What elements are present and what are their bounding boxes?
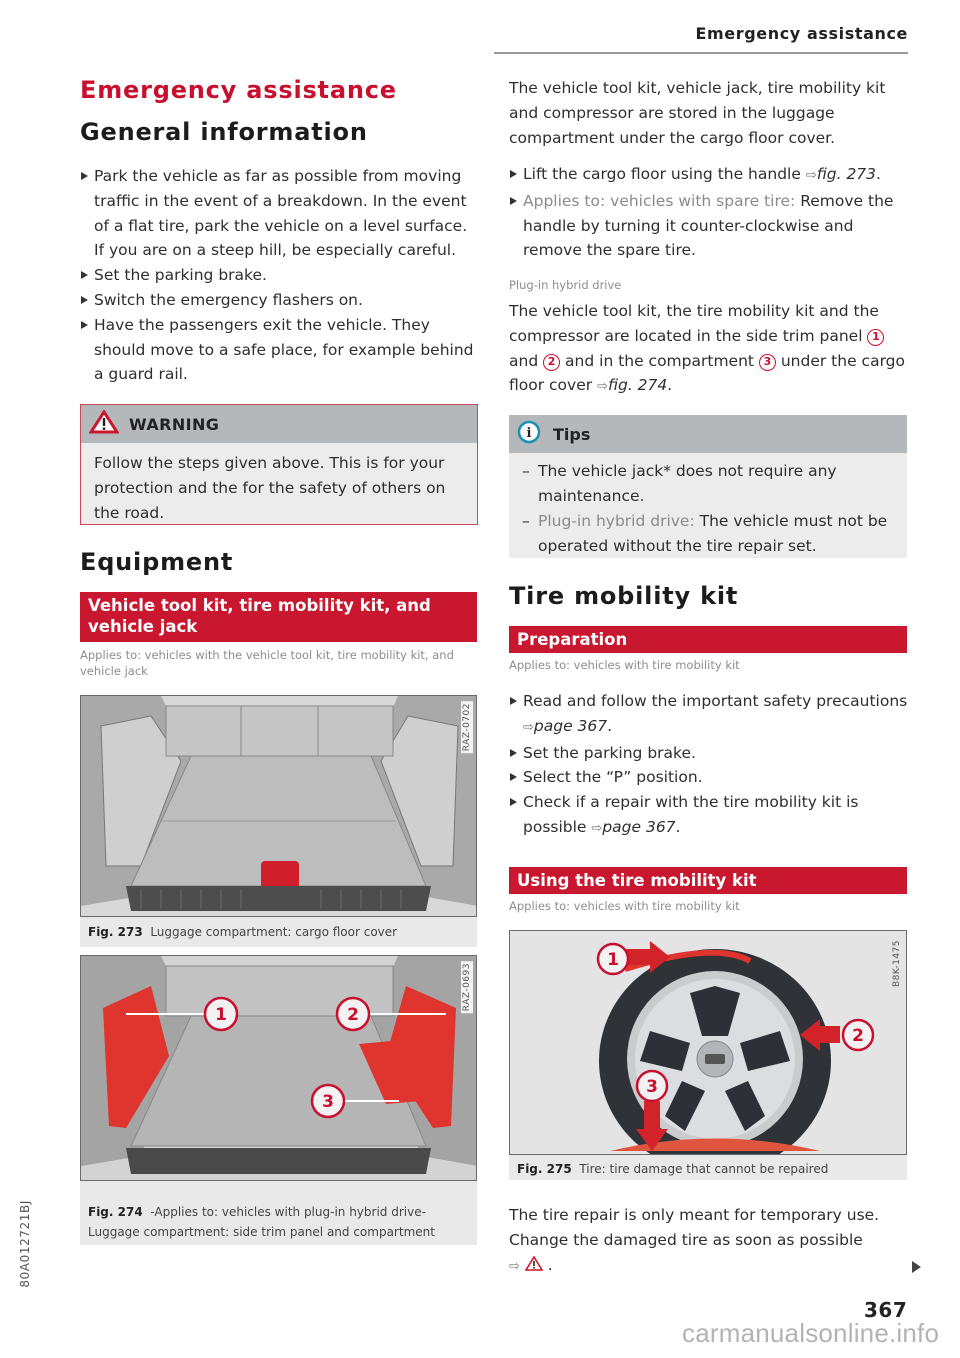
reference-arrow-icon: ⇨ <box>591 820 603 836</box>
warning-text: Follow the steps given above. This is for your protection and the for the safety of others on the road. <box>94 454 446 522</box>
figure-caption-line2: Luggage compartment: side trim panel and compartment <box>88 1225 435 1239</box>
list-item: Switch the emergency flashers on. <box>80 288 480 313</box>
tips-label: Tips <box>553 424 591 444</box>
figure-number: Fig. 274 <box>88 1205 143 1219</box>
general-info-list <box>80 164 480 387</box>
figure-caption-line1: -Applies to: vehicles with plug-in hybrid drive- <box>150 1205 426 1219</box>
list-item: Park the vehicle as far as possible from moving traffic in the event of a breakdown. In the event of a flat tire, park the vehicle on a level surface. If you are on a steep hill, be especially careful. <box>80 164 480 263</box>
figure-caption-text: Luggage compartment: cargo floor cover <box>150 925 398 939</box>
svg-text:2: 2 <box>347 1005 359 1025</box>
preparation-steps <box>509 689 909 842</box>
list-item: Set the parking brake. <box>80 263 480 288</box>
list-item: Set the parking brake. <box>509 741 909 766</box>
running-head: Emergency assistance <box>494 24 908 54</box>
svg-text:3: 3 <box>322 1092 334 1112</box>
tips-list <box>509 453 907 565</box>
figure-caption <box>517 1159 828 1179</box>
reference-arrow-icon: ⇨ <box>523 719 534 735</box>
tire-damage-image <box>509 930 907 1155</box>
warning-link-icon[interactable] <box>525 1256 548 1274</box>
reference-arrow-icon: ⇨ <box>509 1258 520 1274</box>
list-item: – The vehicle jack* does not require any maintenance. <box>522 459 897 509</box>
figure-274 <box>80 955 477 1245</box>
figure-code: B8K-1475 <box>892 940 902 988</box>
svg-text:1: 1 <box>607 950 619 970</box>
warning-triangle-icon <box>89 410 119 438</box>
list-item: Have the passengers exit the vehicle. They should move to a safe place, for example behind a guard rail. <box>80 313 480 387</box>
side-trim-panel-image <box>80 955 477 1181</box>
figure-link-273[interactable]: fig. 273 <box>816 165 877 183</box>
subsection-header-tool-kit: Vehicle tool kit, tire mobility kit, and vehicle jack <box>80 592 477 642</box>
section-title-tire-mobility-kit: Tire mobility kit <box>509 582 739 610</box>
callout-1-icon: 1 <box>867 329 884 346</box>
page-link-367[interactable]: page 367 <box>533 716 608 735</box>
figure-caption <box>88 1202 435 1242</box>
page-number: 367 <box>864 1298 908 1322</box>
warning-label: WARNING <box>129 414 220 434</box>
info-icon <box>517 420 541 448</box>
list-item: Applies to: vehicles with spare tire: Remove the handle by turning it counter-clockwise and remove the spare tire. <box>509 189 909 263</box>
callout-2-icon: 2 <box>543 354 560 371</box>
figure-code: RAZ-0693 <box>462 963 472 1012</box>
chapter-title: Emergency assistance <box>80 76 397 104</box>
cargo-floor-steps <box>509 162 909 263</box>
figure-caption-text: Tire: tire damage that cannot be repaired <box>579 1162 829 1176</box>
callout-3-icon: 3 <box>759 354 776 371</box>
list-item: Lift the cargo floor using the handle ⇨fig. 273. <box>509 162 909 189</box>
warning-box <box>80 404 478 525</box>
figure-caption <box>88 922 397 942</box>
section-title-general-information: General information <box>80 118 368 146</box>
list-item: Check if a repair with the tire mobility kit is possible ⇨page 367. <box>509 790 909 842</box>
svg-text:2: 2 <box>852 1026 864 1046</box>
figure-link-274[interactable]: fig. 274 <box>607 376 668 395</box>
figure-number: Fig. 273 <box>88 925 143 939</box>
figure-273 <box>80 695 477 947</box>
warning-header <box>81 405 477 443</box>
page-link-367[interactable]: page 367 <box>602 817 676 836</box>
luggage-compartment-image <box>80 695 477 917</box>
reference-arrow-icon: ⇨ <box>597 379 608 395</box>
watermark: carmanualsonline.info <box>682 1318 940 1348</box>
figure-number: Fig. 275 <box>517 1162 572 1176</box>
tips-box <box>509 415 907 558</box>
svg-text:1: 1 <box>215 1005 227 1025</box>
figure-code: RAZ-0702 <box>462 703 472 752</box>
applies-to-using-kit: Applies to: vehicles with tire mobility kit <box>509 899 740 913</box>
phev-label: Plug-in hybrid drive <box>509 278 622 292</box>
list-item: Select the “P” position. <box>509 765 909 790</box>
phev-location-text: The vehicle tool kit, the tire mobility kit and the compressor are located in the side trim panel 1 and 2 and in the compartment 3 under the cargo floor cover ⇨fig. 274. <box>509 302 905 395</box>
applies-to-tool-kit: Applies to: vehicles with the vehicle tool kit, tire mobility kit, and vehicle jack <box>80 648 454 678</box>
tips-header <box>509 415 907 453</box>
list-item: – Plug-in hybrid drive: The vehicle must not be operated without the tire repair set. <box>522 509 897 559</box>
reference-arrow-icon: ⇨ <box>805 168 817 183</box>
svg-text:i: i <box>526 426 532 441</box>
applies-prefix: Applies to: vehicles with spare tire: <box>523 191 796 210</box>
temporary-use-text: The tire repair is only meant for temporary use. Change the damaged tire as soon as possible ⇨ . <box>509 1206 880 1274</box>
applies-to-preparation: Applies to: vehicles with tire mobility kit <box>509 658 740 672</box>
svg-text:3: 3 <box>646 1077 658 1097</box>
list-item: Read and follow the important safety precautions ⇨page 367. <box>509 689 909 741</box>
subsection-header-preparation: Preparation <box>509 626 907 653</box>
storage-intro-text: The vehicle tool kit, vehicle jack, tire mobility kit and compressor are stored in the luggage compartment under the cargo floor cover. <box>509 79 886 147</box>
section-title-equipment: Equipment <box>80 548 234 576</box>
figure-275 <box>509 930 907 1180</box>
document-code: 80A012721BJ <box>18 1200 32 1288</box>
subsection-header-using-kit: Using the tire mobility kit <box>509 867 907 894</box>
continue-arrow-icon <box>912 1261 921 1273</box>
